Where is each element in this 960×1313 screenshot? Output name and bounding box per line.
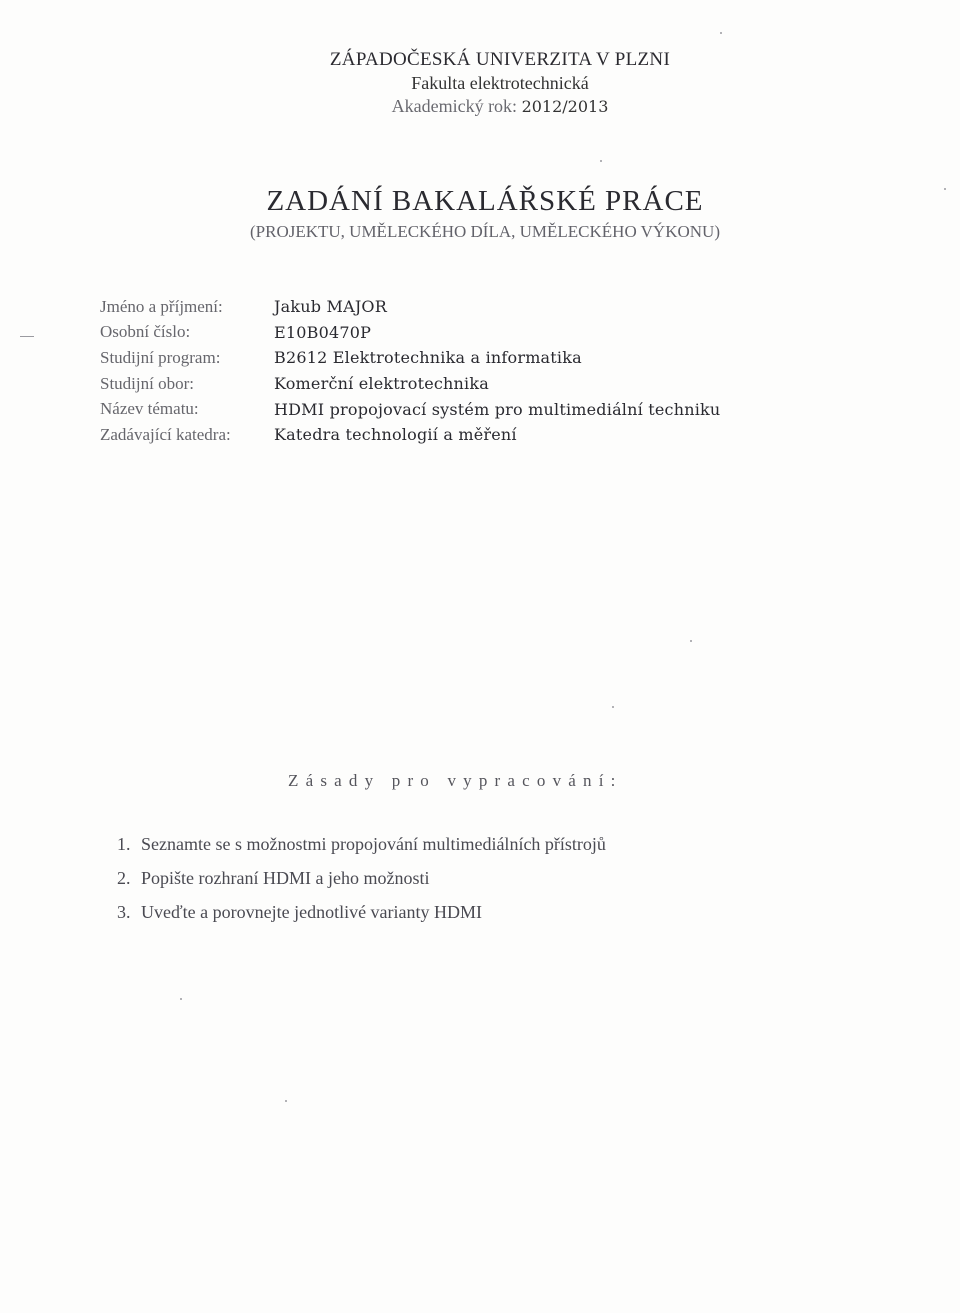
info-row-name: [100, 294, 720, 320]
info-label: Název tématu:: [100, 399, 199, 419]
document-title: ZADÁNÍ BAKALÁŘSKÉ PRÁCE: [266, 185, 704, 217]
list-item-number: 2.: [117, 868, 131, 888]
info-row-study-field: [100, 371, 720, 397]
list-item: [117, 898, 606, 932]
academic-year: [280, 94, 720, 119]
info-label: Studijní program:: [100, 347, 221, 367]
academic-year-label: Akademický rok:: [391, 96, 518, 116]
scan-speck: [690, 640, 692, 642]
scan-speck: [944, 188, 946, 190]
list-item-number: 3.: [117, 902, 131, 922]
info-label: Osobní číslo:: [100, 322, 191, 342]
info-value: Katedra technologií a měření: [274, 425, 517, 445]
guidelines-list: [117, 830, 606, 932]
scan-speck: [612, 706, 614, 708]
student-info-table: [100, 294, 720, 448]
info-row-study-program: [100, 345, 720, 371]
list-item-text: Popište rozhraní HDMI a jeho možnosti: [141, 868, 430, 888]
academic-year-value: 2012/2013: [521, 97, 609, 116]
info-label: Jméno a příjmení:: [100, 296, 223, 316]
info-value: B2612 Elektrotechnika a informatika: [274, 348, 582, 368]
list-item: [117, 830, 606, 864]
guidelines-heading: Zásady pro vypracování:: [288, 771, 623, 790]
list-item: [117, 864, 606, 898]
list-item-text: Uveďte a porovnejte jednotlivé varianty HDMI: [141, 902, 483, 922]
title-block: [200, 184, 770, 244]
document-subtitle: (PROJEKTU, UMĚLECKÉHO DÍLA, UMĚLECKÉHO VÝKONU): [250, 222, 720, 241]
scan-speck: [285, 1100, 287, 1102]
info-value: E10B0470P: [274, 322, 372, 342]
info-value: HDMI propojovací systém pro multimediální techniku: [274, 399, 721, 419]
info-row-topic: [100, 396, 720, 422]
info-label: Zadávající katedra:: [100, 424, 231, 444]
info-label: Studijní obor:: [100, 373, 194, 393]
university-name: ZÁPADOČESKÁ UNIVERZITA V PLZNI: [329, 49, 671, 70]
scan-speck: [720, 32, 722, 34]
info-row-personal-number: [100, 320, 720, 346]
document-header: [280, 48, 720, 119]
scan-speck: [20, 336, 34, 337]
list-item-text: Seznamte se s možnostmi propojování multimediálních přístrojů: [141, 834, 606, 854]
faculty-name: Fakulta elektrotechnická: [411, 73, 589, 93]
info-value: Jakub MAJOR: [274, 297, 387, 317]
info-value: Komerční elektrotechnika: [274, 374, 489, 394]
scan-speck: [180, 998, 182, 1000]
info-row-department: [100, 422, 720, 448]
scan-speck: [600, 160, 602, 162]
list-item-number: 1.: [117, 834, 131, 854]
